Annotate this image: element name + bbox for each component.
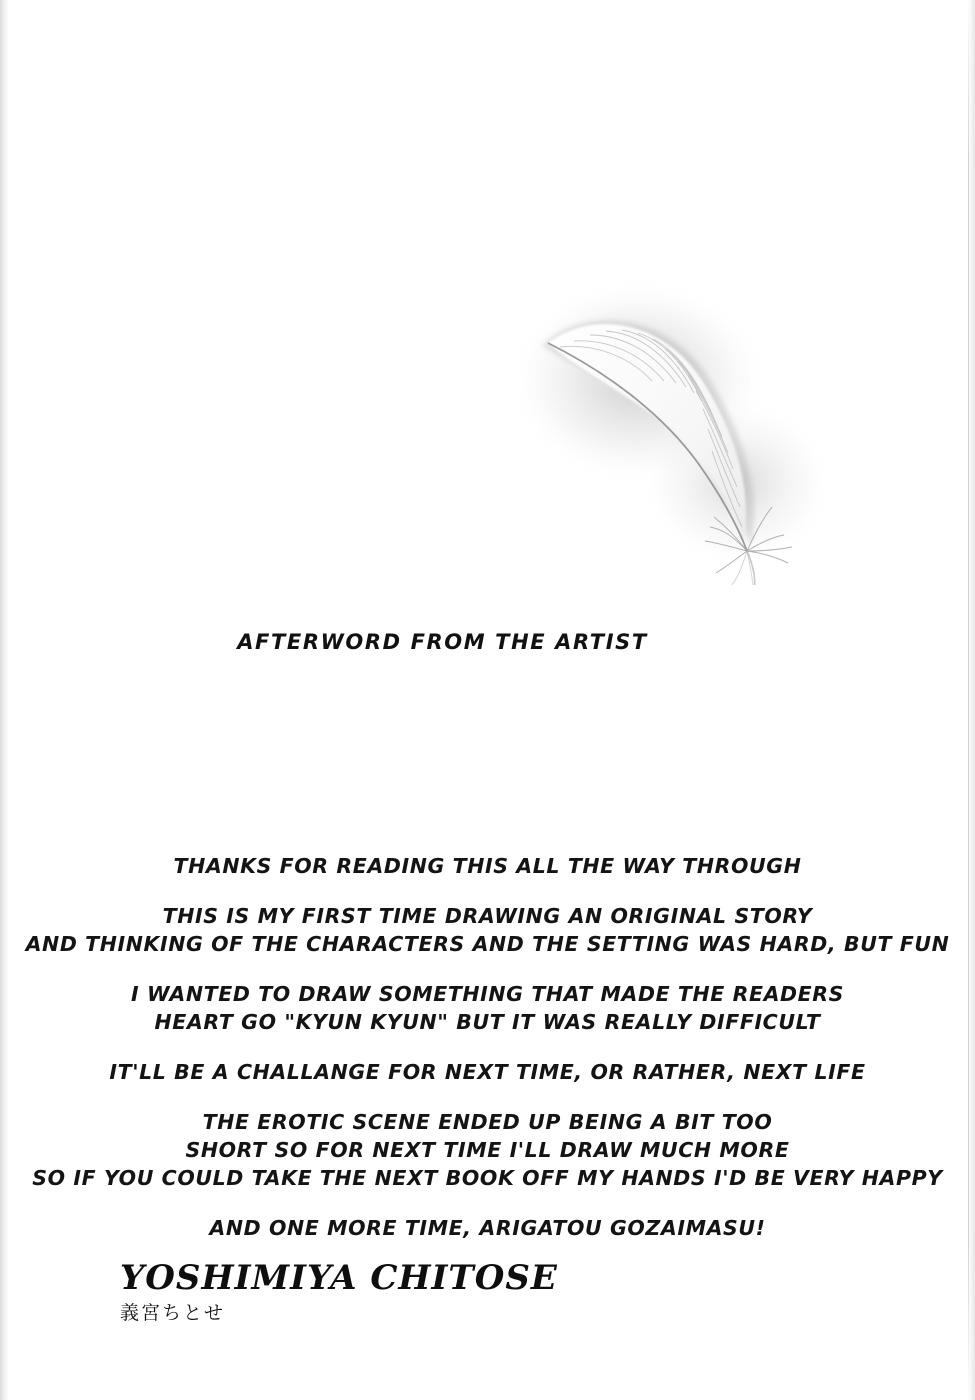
afterword-line: AND ONE MORE TIME, ARIGATOU GOZAIMASU! (209, 1216, 766, 1240)
artist-name-japanese: 義宮ちとせ (120, 1302, 226, 1324)
page-title (0, 630, 975, 654)
artist-name-romanized: YOSHIMIYA CHITOSE (120, 1258, 558, 1298)
afterword-line: SHORT SO FOR NEXT TIME I'LL DRAW MUCH MORE (185, 1138, 790, 1162)
afterword-paragraph (0, 1214, 975, 1242)
afterword-heading-text: AFTERWORD FROM THE ARTIST (237, 630, 648, 654)
afterword-paragraph (0, 1058, 975, 1086)
artist-signature (120, 1258, 640, 1325)
afterword-line: SO IF YOU COULD TAKE THE NEXT BOOK OFF MY HANDS I'D BE VERY HAPPY (32, 1166, 943, 1190)
feather-illustration (500, 285, 830, 585)
afterword-line: THE EROTIC SCENE ENDED UP BEING A BIT TOO (202, 1110, 773, 1134)
afterword-body (0, 852, 975, 1264)
afterword-paragraph (0, 852, 975, 880)
afterword-line: HEART GO "KYUN KYUN" BUT IT WAS REALLY DIFFICULT (154, 1010, 821, 1034)
feather-icon (500, 285, 830, 585)
afterword-line: I WANTED TO DRAW SOMETHING THAT MADE THE READERS (130, 982, 845, 1006)
afterword-line: IT'LL BE A CHALLANGE FOR NEXT TIME, OR RATHER, NEXT LIFE (109, 1060, 866, 1084)
afterword-line: THIS IS MY FIRST TIME DRAWING AN ORIGINAL STORY (162, 904, 813, 928)
afterword-line: AND THINKING OF THE CHARACTERS AND THE SETTING WAS HARD, BUT FUN (25, 932, 950, 956)
afterword-paragraph (0, 902, 975, 958)
afterword-line: THANKS FOR READING THIS ALL THE WAY THROUGH (173, 854, 802, 878)
afterword-paragraph (0, 980, 975, 1036)
afterword-paragraph (0, 1108, 975, 1192)
